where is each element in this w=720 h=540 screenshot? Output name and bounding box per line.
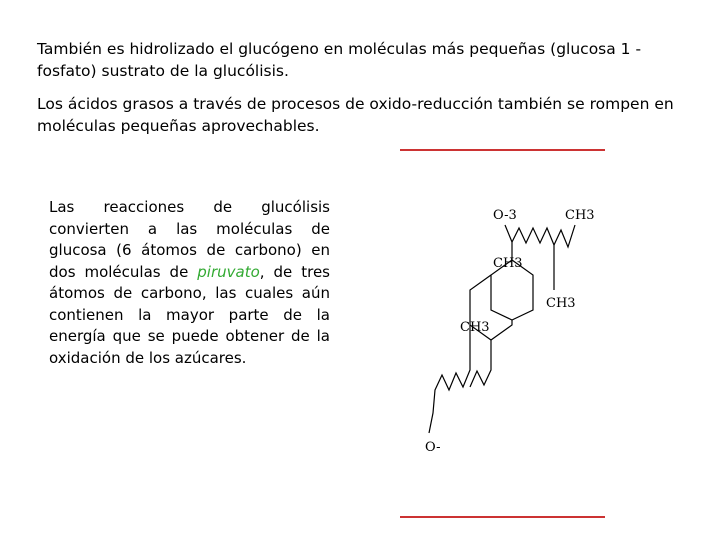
label-top-left: O-3: [493, 208, 517, 223]
paragraph-fatty-acids: Los ácidos grasos a través de procesos de oxido-reducción también se rompen en moléculas pequeñas aprovechables.: [37, 95, 674, 135]
paragraph-glycogen: También es hidrolizado el glucógeno en moléculas más pequeñas (glucosa 1 -fosfato) sustrato de la glucólisis.: [37, 40, 642, 80]
pyruvate-term: piruvato: [197, 262, 260, 281]
label-ring: CH3: [493, 256, 523, 271]
side-chain-bond: [470, 340, 491, 387]
molecule-structure-diagram: [415, 195, 595, 470]
glycolysis-text-start: Las reacciones de glucólisis convierten a las moléculas de glucosa (6 átomos de carbono) en dos moléculas de: [49, 198, 330, 281]
label-right-methyl: CH3: [546, 296, 576, 311]
lower-chain-bond: [429, 325, 470, 433]
glycolysis-text-end: , de tres átomos de carbono, las cuales aún contienen la mayor parte de la energía que se puede obtener de la oxidación de los azúcares.: [49, 262, 330, 367]
red-divider-bottom: [400, 516, 605, 518]
paragraph-glycolysis: [49, 197, 330, 369]
label-top-right: CH3: [565, 208, 595, 223]
red-divider-top: [400, 149, 605, 151]
label-bottom: O-: [425, 440, 441, 455]
label-middle-left: CH3: [460, 320, 490, 335]
top-chain-bond: [505, 225, 575, 247]
